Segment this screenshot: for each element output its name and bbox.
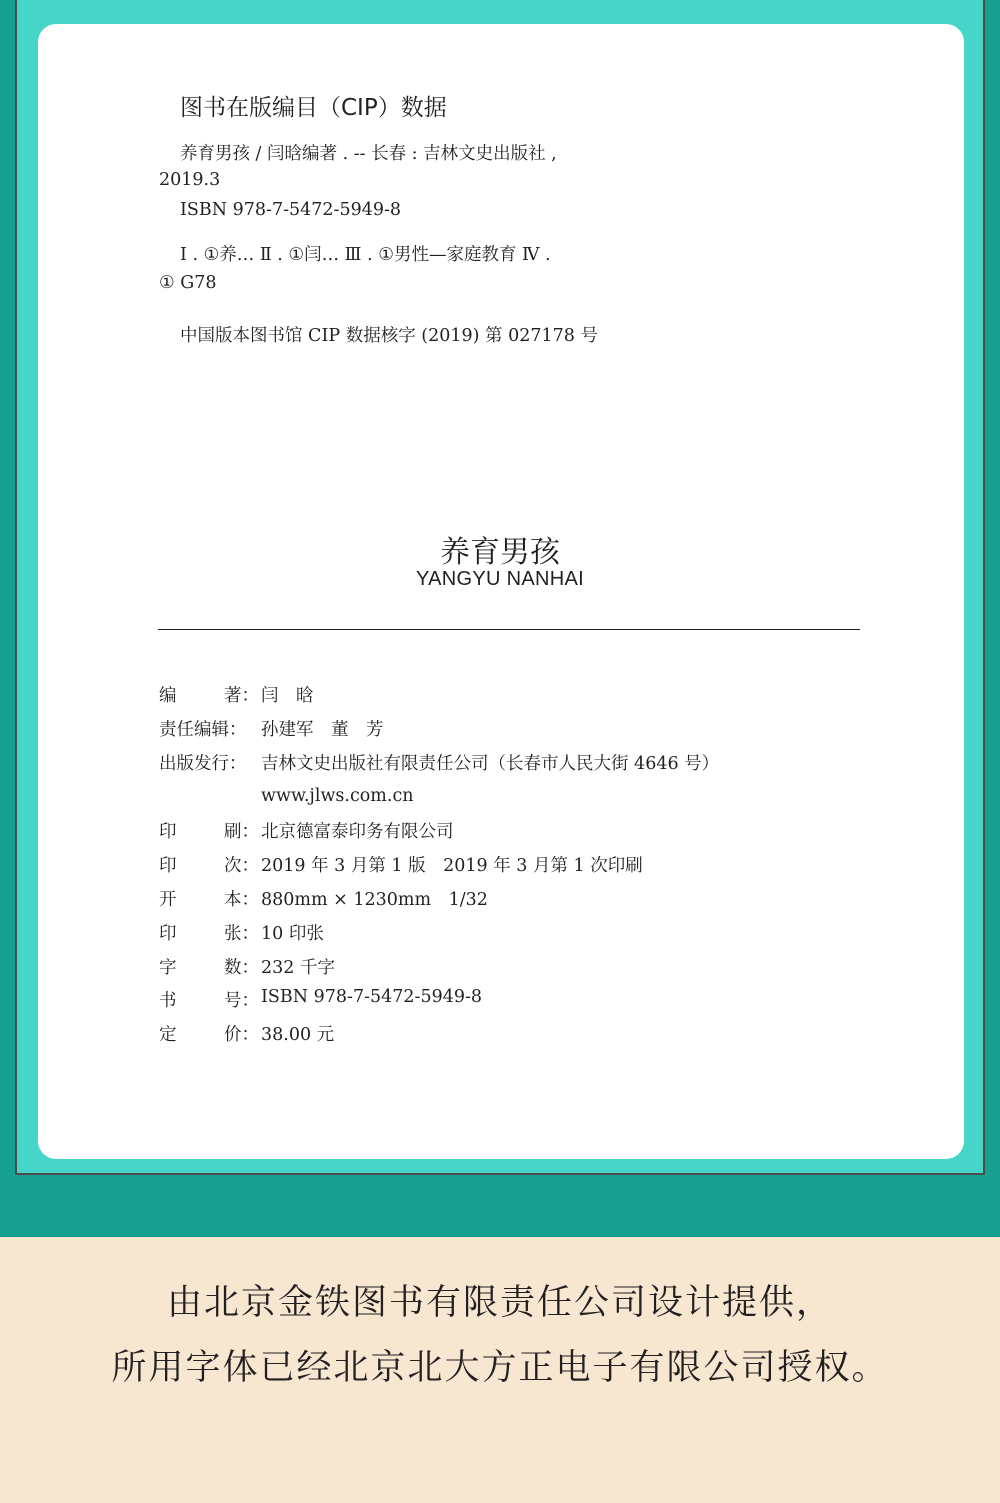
- divider-line: [158, 629, 860, 630]
- detail-label: [159, 954, 259, 979]
- detail-value: 2019 年 3 月第 1 版 2019 年 3 月第 1 次印刷: [261, 856, 643, 876]
- cip-isbn: ISBN 978-7-5472-5949-8: [180, 200, 402, 220]
- cip-title: 图书在版编目（CIP）数据: [180, 95, 447, 121]
- detail-label-part: 印: [159, 924, 177, 944]
- detail-value: 880mm × 1230mm 1/32: [261, 890, 488, 910]
- detail-label-part: 定: [159, 1025, 177, 1045]
- detail-label: [159, 818, 259, 843]
- detail-label-part: 责任编辑：: [159, 720, 247, 740]
- detail-label-part: 印: [159, 822, 177, 842]
- detail-value: 232 千字: [261, 958, 335, 978]
- detail-label-part: 刷：: [224, 822, 259, 842]
- detail-value: www.jlws.com.cn: [261, 786, 414, 806]
- detail-value: ISBN 978-7-5472-5949-8: [261, 987, 483, 1007]
- cip-entry-line-2: 2019.3: [159, 170, 221, 190]
- detail-label-part: 号：: [224, 991, 259, 1011]
- cip-classification-line-2: ① G78: [159, 273, 217, 293]
- detail-label: [159, 886, 259, 911]
- detail-label: [159, 750, 259, 775]
- detail-value: 闫 晗: [261, 686, 314, 706]
- detail-label-part: 字: [159, 958, 177, 978]
- detail-label: [159, 1021, 259, 1046]
- detail-value: 北京德富泰印务有限公司: [261, 822, 454, 842]
- detail-label: [159, 716, 259, 741]
- detail-label-part: 出版发行：: [159, 754, 247, 774]
- notice-line-2: 所用字体已经北京北大方正电子有限公司授权。: [111, 1348, 889, 1388]
- detail-value: 10 印张: [261, 924, 324, 944]
- book-title-pinyin: YANGYU NANHAI: [415, 568, 584, 590]
- detail-label-part: 数：: [224, 958, 259, 978]
- notice-line-1: 由北京金铁图书有限责任公司设计提供，: [166, 1283, 833, 1323]
- detail-label-part: 开: [159, 890, 177, 910]
- detail-label-part: 价：: [224, 1025, 259, 1045]
- detail-label-part: 编: [159, 686, 177, 706]
- detail-value: 吉林文史出版社有限责任公司（长春市人民大街 4646 号）: [261, 754, 720, 774]
- cip-number: 中国版本图书馆 CIP 数据核字 (2019) 第 027178 号: [180, 326, 598, 346]
- cip-classification-line-1: Ⅰ . ①养… Ⅱ . ①闫… Ⅲ . ①男性—家庭教育 Ⅳ .: [180, 245, 551, 265]
- detail-label-part: 次：: [224, 856, 259, 876]
- detail-label-part: 著：: [224, 686, 259, 706]
- detail-label-part: 张：: [224, 924, 259, 944]
- detail-label-part: 书: [159, 991, 177, 1011]
- cip-entry-line-1: 养育男孩 / 闫晗编著 . -- 长春 : 吉林文史出版社 ,: [180, 144, 557, 164]
- detail-label: [159, 920, 259, 945]
- detail-value: 孙建军 董 芳: [261, 720, 384, 740]
- detail-value: 38.00 元: [261, 1025, 335, 1045]
- detail-label-part: 本：: [224, 890, 259, 910]
- book-title: 养育男孩: [440, 535, 560, 570]
- detail-label: [159, 987, 259, 1012]
- detail-label: [159, 852, 259, 877]
- detail-label-part: 印: [159, 856, 177, 876]
- font-license-notice: [0, 1237, 1000, 1503]
- detail-label: [159, 682, 259, 707]
